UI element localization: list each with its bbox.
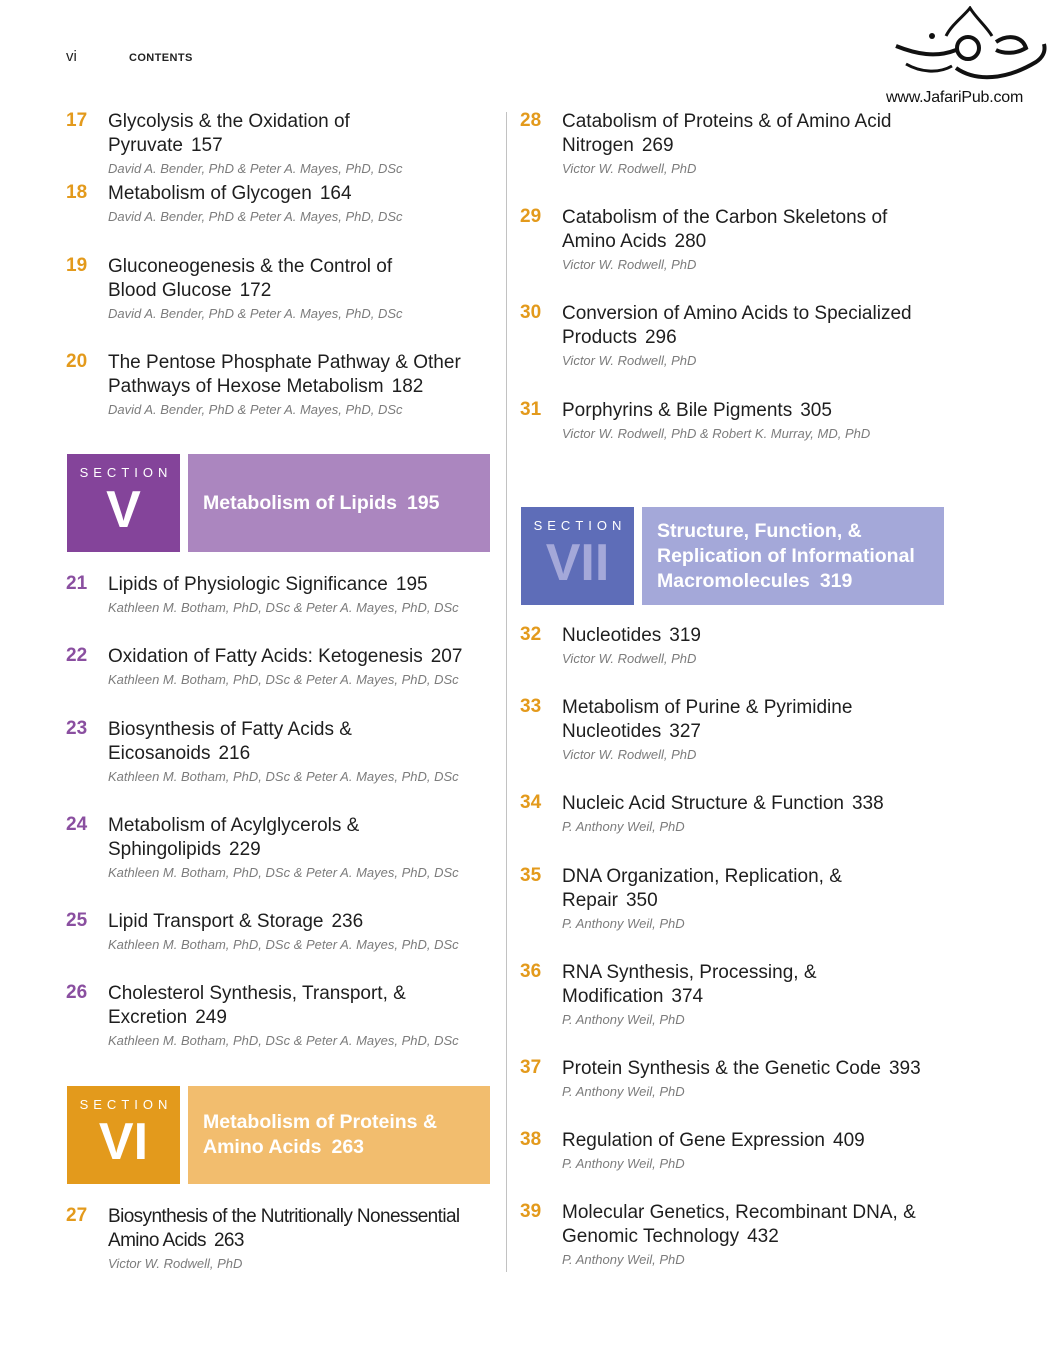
chapter-number: 35 — [520, 865, 542, 886]
section-word: SECTION — [533, 518, 627, 533]
chapter-number: 38 — [520, 1129, 542, 1150]
chapter-number: 39 — [520, 1201, 542, 1222]
section-badge — [67, 1086, 180, 1184]
toc-entry[interactable] — [520, 302, 930, 370]
toc-entry[interactable] — [520, 206, 905, 274]
chapter-title: Lipids of Physiologic Significance 195 — [108, 574, 428, 595]
chapter-authors: Kathleen M. Botham, PhD, DSc & Peter A. Mayes, PhD, DSc — [108, 600, 459, 615]
toc-entry[interactable] — [66, 718, 459, 786]
toc-entry[interactable] — [520, 1129, 950, 1173]
chapter-title: Nucleotides 319 — [562, 625, 701, 646]
chapter-number: 33 — [520, 696, 542, 717]
section-numeral: V — [106, 481, 141, 539]
chapter-authors: Victor W. Rodwell, PhD & Robert K. Murray, MD, PhD — [562, 426, 871, 441]
chapter-number: 21 — [66, 573, 88, 594]
toc-entry[interactable] — [66, 573, 496, 617]
chapter-authors: Kathleen M. Botham, PhD, DSc & Peter A. Mayes, PhD, DSc — [108, 937, 459, 952]
chapter-authors: David A. Bender, PhD & Peter A. Mayes, PhD, DSc — [108, 306, 403, 321]
chapter-number: 30 — [520, 302, 542, 323]
chapter-authors: Victor W. Rodwell, PhD — [562, 161, 697, 176]
chapter-authors: Kathleen M. Botham, PhD, DSc & Peter A. Mayes, PhD, DSc — [108, 865, 459, 880]
chapter-number: 28 — [520, 110, 542, 131]
chapter-number: 18 — [66, 182, 88, 203]
chapter-number: 31 — [520, 399, 542, 420]
chapter-authors: David A. Bender, PhD & Peter A. Mayes, PhD, DSc — [108, 402, 403, 417]
chapter-authors: P. Anthony Weil, PhD — [562, 819, 685, 834]
chapter-title: Molecular Genetics, Recombinant DNA, & Genomic Technology 432 — [562, 1202, 916, 1247]
toc-entry[interactable] — [66, 182, 466, 226]
chapter-authors: Kathleen M. Botham, PhD, DSc & Peter A. Mayes, PhD, DSc — [108, 1033, 459, 1048]
column-divider — [506, 112, 507, 1272]
chapter-number: 25 — [66, 910, 88, 931]
chapter-title: Metabolism of Acylglycerols & Sphingolipids 229 — [108, 815, 360, 860]
section-badge — [521, 507, 634, 605]
running-head: CONTENTS — [129, 52, 193, 64]
chapter-authors: P. Anthony Weil, PhD — [562, 1084, 685, 1099]
chapter-title: The Pentose Phosphate Pathway & Other Pathways of Hexose Metabolism 182 — [108, 352, 461, 397]
chapter-number: 23 — [66, 718, 88, 739]
section-title[interactable]: Metabolism of Lipids 195 — [188, 454, 490, 552]
toc-entry[interactable] — [520, 624, 920, 668]
chapter-title: Nucleic Acid Structure & Function 338 — [562, 793, 884, 814]
section-numeral: VII — [545, 534, 610, 592]
chapter-number: 26 — [66, 982, 88, 1003]
toc-entry[interactable] — [66, 982, 459, 1050]
chapter-title: Biosynthesis of Fatty Acids & Eicosanoids 216 — [108, 719, 352, 764]
toc-entry[interactable] — [520, 399, 930, 443]
chapter-number: 37 — [520, 1057, 542, 1078]
toc-entry[interactable] — [66, 351, 466, 419]
chapter-title: Biosynthesis of the Nutritionally Nonessential Amino Acids 263 — [108, 1206, 460, 1251]
chapter-authors: P. Anthony Weil, PhD — [562, 1252, 685, 1267]
chapter-authors: Victor W. Rodwell, PhD — [562, 353, 697, 368]
page-number: vi — [66, 48, 77, 65]
toc-entry[interactable] — [66, 110, 466, 178]
section-title[interactable]: Metabolism of Proteins & Amino Acids 263 — [188, 1086, 490, 1184]
chapter-title: DNA Organization, Replication, & Repair 350 — [562, 866, 842, 911]
chapter-title: Oxidation of Fatty Acids: Ketogenesis 207 — [108, 646, 463, 667]
section-numeral: VI — [98, 1113, 149, 1171]
chapter-authors: David A. Bender, PhD & Peter A. Mayes, PhD, DSc — [108, 209, 403, 224]
chapter-number: 36 — [520, 961, 542, 982]
chapter-authors: P. Anthony Weil, PhD — [562, 1156, 685, 1171]
chapter-number: 22 — [66, 645, 88, 666]
toc-entry[interactable] — [520, 1057, 950, 1101]
toc-entry[interactable] — [520, 792, 940, 836]
chapter-title: Cholesterol Synthesis, Transport, & Excretion 249 — [108, 983, 406, 1028]
chapter-number: 19 — [66, 255, 88, 276]
chapter-title: Metabolism of Glycogen 164 — [108, 183, 352, 204]
chapter-authors: P. Anthony Weil, PhD — [562, 1012, 685, 1027]
chapter-number: 32 — [520, 624, 542, 645]
chapter-authors: Kathleen M. Botham, PhD, DSc & Peter A. Mayes, PhD, DSc — [108, 769, 459, 784]
chapter-title: Glycolysis & the Oxidation of Pyruvate 157 — [108, 111, 350, 156]
toc-entry[interactable] — [66, 814, 459, 882]
section-badge — [67, 454, 180, 552]
chapter-authors: P. Anthony Weil, PhD — [562, 916, 685, 931]
chapter-title: Metabolism of Purine & Pyrimidine Nucleotides 327 — [562, 697, 853, 742]
toc-entry[interactable] — [520, 696, 880, 764]
toc-entry[interactable] — [66, 1205, 506, 1273]
publisher-watermark — [880, 6, 1052, 110]
toc-entry[interactable] — [66, 255, 416, 323]
chapter-number: 34 — [520, 792, 542, 813]
chapter-authors: David A. Bender, PhD & Peter A. Mayes, PhD, DSc — [108, 161, 403, 176]
chapter-number: 24 — [66, 814, 88, 835]
section-title[interactable]: Structure, Function, & Replication of Informational Macromolecules 319 — [642, 507, 944, 605]
toc-entry[interactable] — [66, 910, 496, 954]
chapter-number: 17 — [66, 110, 88, 131]
chapter-number: 27 — [66, 1205, 88, 1226]
chapter-title: Conversion of Amino Acids to Specialized Products 296 — [562, 303, 912, 348]
chapter-authors: Victor W. Rodwell, PhD — [108, 1256, 243, 1271]
chapter-number: 20 — [66, 351, 88, 372]
toc-entry[interactable] — [520, 865, 860, 933]
chapter-title: RNA Synthesis, Processing, & Modification 374 — [562, 962, 817, 1007]
chapter-authors: Victor W. Rodwell, PhD — [562, 651, 697, 666]
toc-entry[interactable] — [66, 645, 496, 689]
chapter-title: Lipid Transport & Storage 236 — [108, 911, 364, 932]
section-word: SECTION — [79, 1097, 173, 1112]
chapter-number: 29 — [520, 206, 542, 227]
chapter-title: Protein Synthesis & the Genetic Code 393 — [562, 1058, 921, 1079]
chapter-title: Catabolism of the Carbon Skeletons of Amino Acids 280 — [562, 207, 888, 252]
chapter-title: Catabolism of Proteins & of Amino Acid Nitrogen 269 — [562, 111, 892, 156]
calligraphy-logo-icon — [886, 6, 1048, 86]
watermark-url: www.JafariPub.com — [886, 89, 1024, 106]
toc-entry[interactable] — [520, 1201, 930, 1269]
chapter-authors: Victor W. Rodwell, PhD — [562, 257, 697, 272]
chapter-authors: Victor W. Rodwell, PhD — [562, 747, 697, 762]
chapter-title: Gluconeogenesis & the Control of Blood Glucose 172 — [108, 256, 393, 301]
toc-entry[interactable] — [520, 110, 920, 178]
chapter-title: Regulation of Gene Expression 409 — [562, 1130, 865, 1151]
section-word: SECTION — [79, 465, 173, 480]
chapter-title: Porphyrins & Bile Pigments 305 — [562, 400, 832, 421]
chapter-authors: Kathleen M. Botham, PhD, DSc & Peter A. Mayes, PhD, DSc — [108, 672, 459, 687]
toc-entry[interactable] — [520, 961, 830, 1029]
